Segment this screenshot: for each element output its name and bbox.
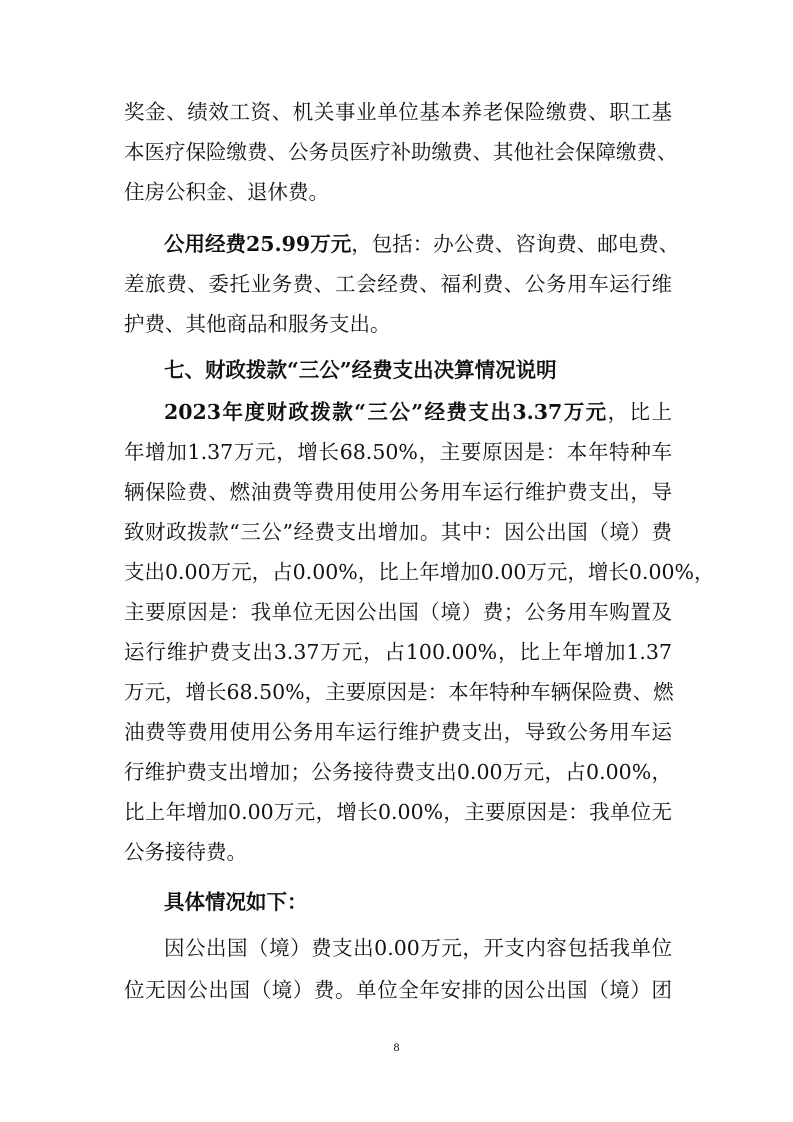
text-line: 油费等费用使用公务用车运行维护费支出，导致公务用车运: [124, 720, 672, 744]
text-line: 护费、其他商品和服务支出。: [124, 312, 391, 336]
public-expense-text: ，包括：办公费、咨询费、邮电费、: [351, 232, 680, 256]
paragraph-public-expense: [164, 230, 680, 258]
text-line: 比上年增加0.00万元，增长0.00%，主要原因是：我单位无: [124, 800, 672, 824]
section-heading: 七、财政拨款“三公”经费支出决算情况说明: [164, 358, 557, 382]
text-line: 万元，增长68.50%，主要原因是：本年特种车辆保险费、燃: [124, 680, 674, 704]
text-line: 运行维护费支出3.37万元，占100.00%，比上年增加1.37: [124, 640, 672, 664]
text-line: 住房公积金、退休费。: [124, 180, 329, 204]
page-number: 8: [393, 1040, 400, 1054]
text-line: 年增加1.37万元，增长68.50%，主要原因是：本年特种车: [124, 440, 672, 464]
text-line: 主要原因是：我单位无因公出国（境）费；公务用车购置及: [124, 600, 672, 624]
three-costs-text: ，比上: [607, 400, 673, 424]
text-line: 因公出国（境）费支出0.00万元，开支内容包括我单位: [164, 936, 672, 960]
text-line: 公务接待费。: [124, 840, 247, 864]
text-line: 奖金、绩效工资、机关事业单位基本养老保险缴费、职工基: [124, 100, 672, 124]
text-line: 差旅费、委托业务费、工会经费、福利费、公务用车运行维: [124, 272, 672, 296]
paragraph-three-costs: [164, 398, 672, 426]
text-line: 本医疗保险缴费、公务员医疗补助缴费、其他社会保障缴费、: [124, 140, 678, 164]
text-line: 支出0.00万元，占0.00%，比上年增加0.00万元，增长0.00%，: [124, 560, 715, 584]
text-line: 辆保险费、燃油费等费用使用公务用车运行维护费支出，导: [124, 480, 672, 504]
public-expense-amount: 公用经费25.99万元: [164, 232, 352, 256]
three-costs-amount: 2023年度财政拨款“三公”经费支出3.37万元: [164, 400, 608, 424]
text-line: 行维护费支出增加；公务接待费支出0.00万元，占0.00%，: [124, 760, 672, 784]
text-line: 位无因公出国（境）费。单位全年安排的因公出国（境）团: [124, 978, 672, 1002]
text-line: 致财政拨款“三公”经费支出增加。其中：因公出国（境）费: [124, 520, 672, 544]
subheading: 具体情况如下：: [164, 890, 308, 914]
